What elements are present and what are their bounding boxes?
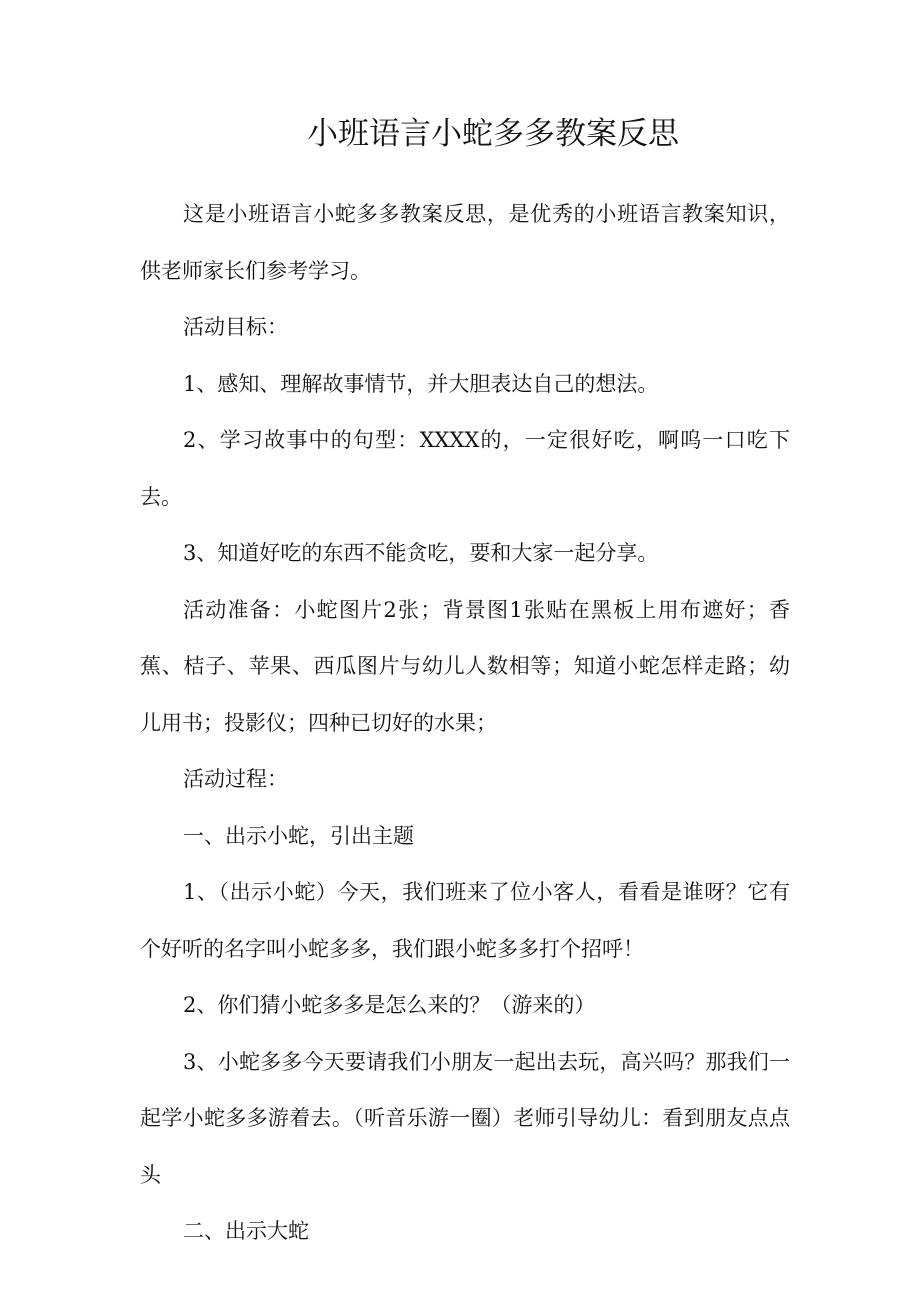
section-heading-1: 一、出示小蛇，引出主题 bbox=[183, 823, 414, 848]
preparation-paragraph: 活动准备：小蛇图片2张；背景图1张贴在黑板上用布遮好；香蕉、桔子、苹果、西瓜图片与幼儿人数相等；知道小蛇怎样走路；幼儿用书；投影仪；四种已切好的水果； bbox=[140, 597, 790, 735]
page-title: 小班语言小蛇多多教案反思 bbox=[307, 116, 679, 152]
section-heading-2: 二、出示大蛇 bbox=[183, 1219, 309, 1243]
process-step-1: 1、（出示小蛇）今天，我们班来了位小客人，看看是谁呀？它有个好听的名字叫小蛇多多，我们跟小蛇多多打个招呼！ bbox=[140, 880, 790, 961]
intro-paragraph: 这是小班语言小蛇多多教案反思，是优秀的小班语言教案知识，供老师家长们参考学习。 bbox=[140, 202, 790, 283]
objective-item-1: 1、感知、理解故事情节，并大胆表达自己的想法。 bbox=[183, 371, 659, 396]
process-step-2: 2、你们猜小蛇多多是怎么来的？（游来的） bbox=[183, 993, 596, 1017]
document-body bbox=[140, 186, 790, 1260]
process-step-3: 3、小蛇多多今天要请我们小朋友一起出去玩，高兴吗？那我们一起学小蛇多多游着去。（听音乐游一圈）老师引导幼儿：看到朋友点点头 bbox=[140, 1049, 790, 1187]
process-heading: 活动过程： bbox=[183, 767, 288, 791]
objective-item-2: 2、学习故事中的句型：XXXX的，一定很好吃，啊呜一口吃下去。 bbox=[140, 428, 790, 509]
objective-item-3: 3、知道好吃的东西不能贪吃，要和大家一起分享。 bbox=[183, 541, 659, 565]
objectives-heading: 活动目标： bbox=[183, 315, 288, 339]
